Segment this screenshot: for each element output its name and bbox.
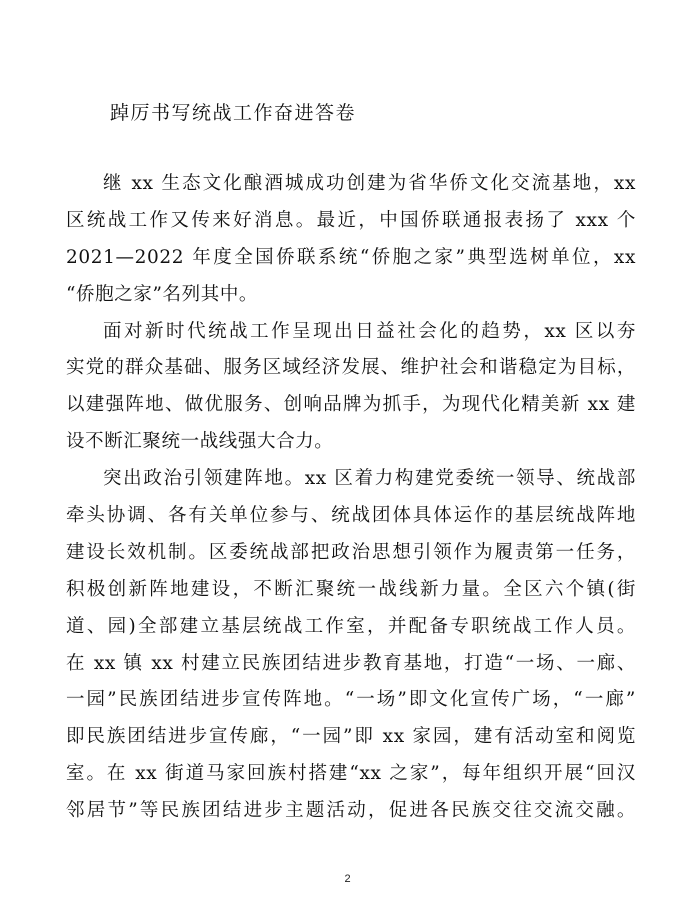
paragraph-line: 设不断汇聚统一战线强大合力。 — [66, 431, 334, 453]
paragraph-line: 实党的群众基础、服务区域经济发展、维护社会和谐稳定为目标， — [66, 357, 636, 379]
paragraph-line: 面对新时代统战工作呈现出日益社会化的趋势，xx 区以夯 — [103, 320, 636, 342]
paragraph-line: 在 xx 镇 xx 村建立民族团结进步教育基地，打造“一场、一廊、 — [66, 652, 636, 674]
paragraph-line: 室。在 xx 街道马家回族村搭建“xx 之家”，每年组织开展“回汉 — [66, 763, 636, 785]
paragraph-line: 区统战工作又传来好消息。最近，中国侨联通报表扬了 xxx 个 — [66, 209, 636, 231]
paragraph-line: 积极创新阵地建设，不断汇聚统一战线新力量。全区六个镇(街 — [66, 578, 636, 600]
document-title: 踔厉书写统战工作奋进答卷 — [110, 102, 357, 124]
paragraph-line: 以建强阵地、做优服务、创响品牌为抓手，为现代化精美新 xx 建 — [66, 394, 636, 416]
paragraph-line: 即民族团结进步宣传廊，“一园”即 xx 家园，建有活动室和阅览 — [66, 726, 636, 748]
paragraph-line: 道、园)全部建立基层统战工作室，并配备专职统战工作人员。 — [66, 615, 636, 637]
paragraph-line: 牵头协调、各有关单位参与、统战团体具体运作的基层统战阵地 — [66, 505, 636, 527]
paragraph-line: 突出政治引领建阵地。xx 区着力构建党委统一领导、统战部 — [103, 468, 636, 490]
paragraph-line: 建设长效机制。区委统战部把政治思想引领作为履责第一任务， — [66, 541, 636, 563]
document-body — [66, 170, 636, 834]
page-number: 2 — [344, 873, 351, 885]
paragraph-line: 继 xx 生态文化酿酒城成功创建为省华侨文化交流基地，xx — [103, 173, 636, 194]
paragraph-line: 2021—2022 年度全国侨联系统“侨胞之家”典型选树单位，xx — [66, 246, 636, 268]
paragraph-line: 邻居节”等民族团结进步主题活动，促进各民族交往交流交融。 — [66, 800, 636, 822]
paragraph-line: 一园”民族团结进步宣传阵地。“一场”即文化宣传广场，“一廊” — [66, 689, 636, 711]
paragraph-line: “侨胞之家”名列其中。 — [66, 283, 259, 305]
